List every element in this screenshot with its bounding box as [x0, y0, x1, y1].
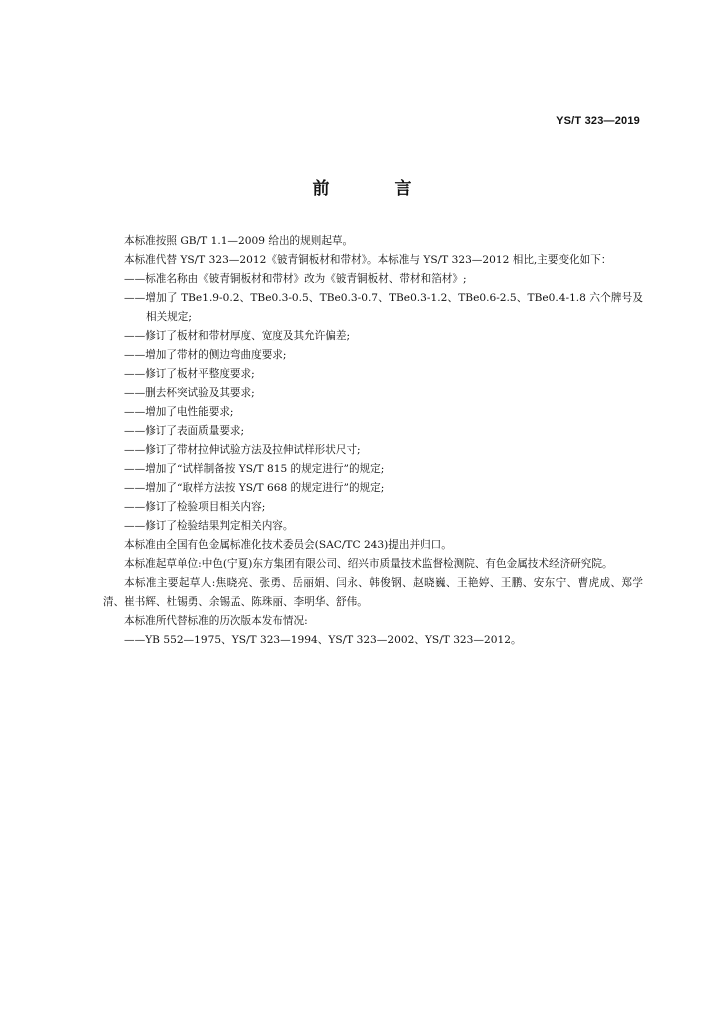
change-item: ——增加了电性能要求; — [124, 406, 234, 418]
change-item: ——标准名称由《铍青铜板材和带材》改为《铍青铜板材、带材和箔材》; — [124, 273, 467, 285]
change-item: ——增加了带材的侧边弯曲度要求; — [124, 349, 287, 361]
drafters-paragraph: 本标准主要起草人:焦晓亮、张勇、岳丽娟、闫永、韩俊钢、赵晓巍、王艳婷、王鹏、安东宁、曹虎成、郑学清、崔书辉、杜锡勇、余锡孟、陈珠丽、李明华、舒伟。 — [103, 577, 643, 608]
change-item: ——修订了板材和带材厚度、宽度及其允许偏差; — [124, 330, 351, 342]
history-item: ——YB 552—1975、YS/T 323—1994、YS/T 323—2002、YS/T 323—2012。 — [124, 634, 522, 646]
foreword-body — [103, 232, 643, 650]
change-item: ——修订了表面质量要求; — [124, 425, 245, 437]
change-item: ——修订了带材拉伸试验方法及拉伸试样形状尺寸; — [124, 444, 361, 456]
change-item: ——增加了“试样制备按 YS/T 815 的规定进行”的规定; — [124, 463, 385, 475]
intro-paragraph: 本标准按照 GB/T 1.1—2009 给出的规则起草。 — [124, 235, 354, 247]
history-intro-paragraph: 本标准所代替标准的历次版本发布情况: — [124, 615, 308, 627]
change-item: ——增加了 TBe1.9-0.2、TBe0.3-0.5、TBe0.3-0.7、TBe0.3-1.2、TBe0.6-2.5、TBe0.4-1.8 六个牌号及相关规定; — [124, 292, 643, 323]
change-item: ——增加了“取样方法按 YS/T 668 的规定进行”的规定; — [124, 482, 385, 494]
proposer-paragraph: 本标准由全国有色金属标准化技术委员会(SAC/TC 243)提出并归口。 — [124, 539, 452, 551]
change-item: ——删去杯突试验及其要求; — [124, 387, 255, 399]
replace-paragraph: 本标准代替 YS/T 323—2012《铍青铜板材和带材》。本标准与 YS/T 323—2012 相比,主要变化如下： — [124, 254, 612, 266]
change-item: ——修订了检验结果判定相关内容。 — [124, 520, 294, 532]
change-item: ——修订了检验项目相关内容; — [124, 501, 266, 513]
change-item: ——修订了板材平整度要求; — [124, 368, 255, 380]
drafting-units-paragraph: 本标准起草单位:中色(宁夏)东方集团有限公司、绍兴市质量技术监督检测院、有色金属技术经济研究院。 — [124, 558, 613, 570]
page-title: 前 言 — [312, 179, 436, 199]
standard-code: YS/T 323—2019 — [556, 115, 640, 127]
